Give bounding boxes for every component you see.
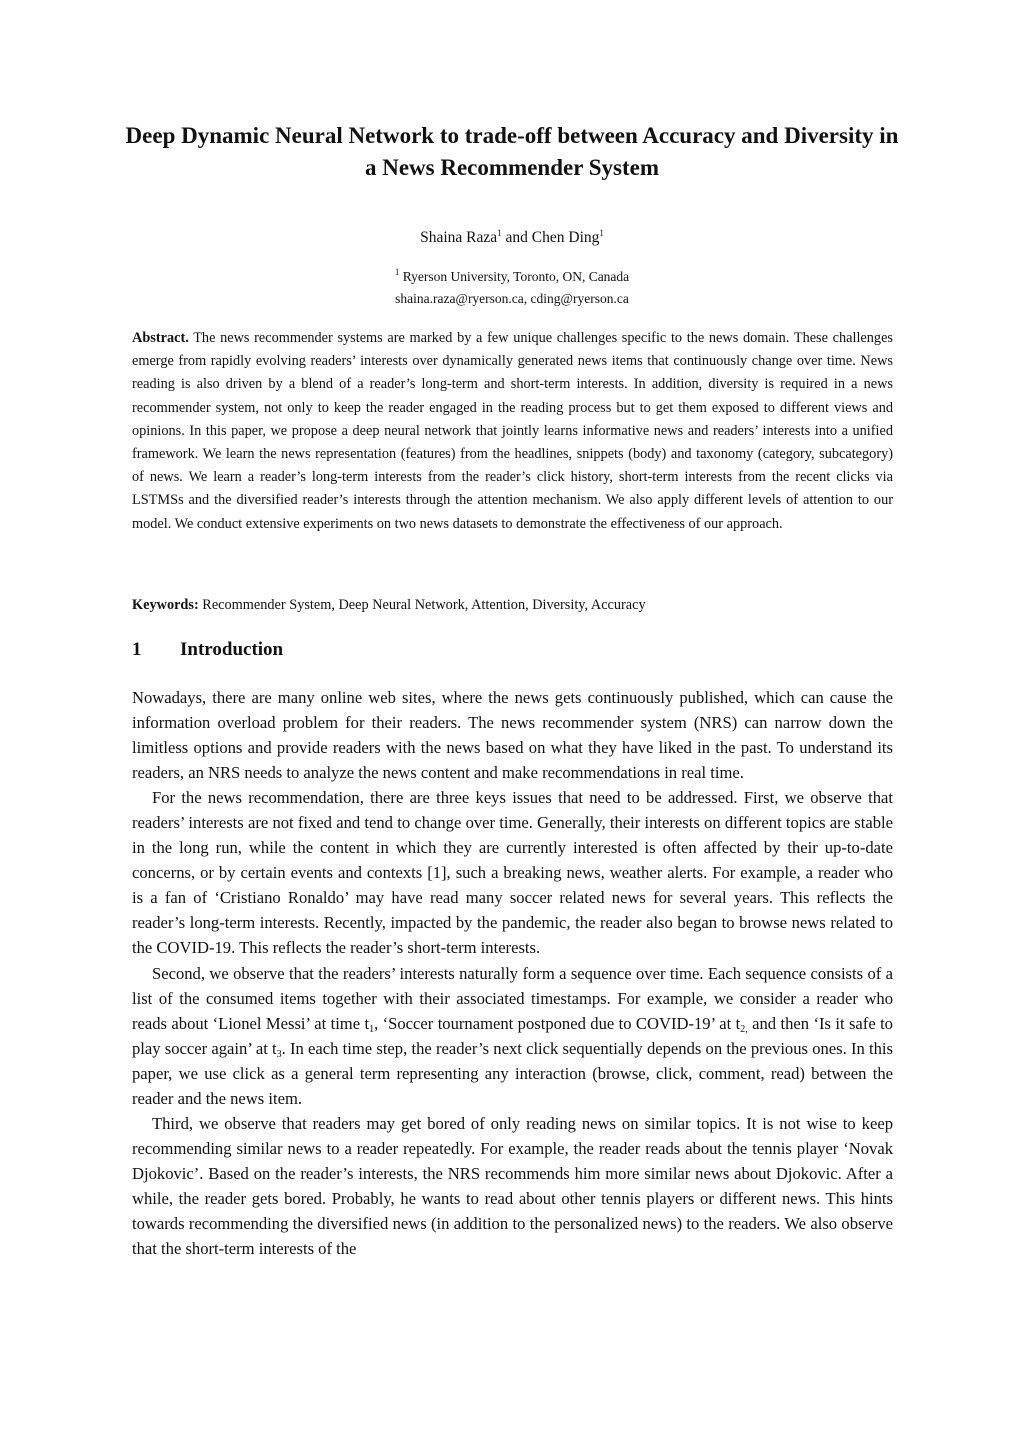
- section-title: Introduction: [180, 639, 284, 660]
- section-number: 1: [132, 639, 142, 660]
- time-subscript: 2,: [740, 1023, 748, 1035]
- affiliation-institution-line: [0, 266, 1024, 288]
- author-name: Chen Ding: [531, 229, 600, 246]
- paragraph: For the news recommendation, there are three keys issues that need to be addressed. First, we observe that readers’ interests are not fixed and tend to change over time. Generally, their interests on different topics are stable in the long run, while the content in which they are currently interested is often affected by their up-to-date concerns, or by certain events and contexts [1], such a breaking news, weather alerts. For example, a reader who is a fan of ‘Cristiano Ronaldo’ may have read many soccer related news for several years. This reflects the reader’s long-term interests. Recently, impacted by the pandemic, the reader also began to browse news related to the COVID-19. This reflects the reader’s short-term interests.: [132, 788, 893, 958]
- affiliation-marker: 1: [599, 228, 604, 238]
- affiliation-emails: shaina.raza@ryerson.ca, cding@ryerson.ca: [395, 291, 629, 306]
- paragraph: Nowadays, there are many online web sites, where the news gets continuously published, which can cause the information overload problem for their readers. The news recommender system (NRS) can narrow down the limitless options and provide readers with the news based on what they have liked in the past. To understand its readers, an NRS needs to analyze the news content and make recommendations in real time.: [132, 688, 893, 783]
- paragraph-text: . In each time step, the reader’s next click sequentially depends on the previous ones. In this paper, we use click as a general term representing any interaction (browse, click, comment, read) between the reader and the news item.: [132, 1038, 893, 1108]
- affiliation-marker: 1: [497, 228, 502, 238]
- time-subscript: 1: [369, 1023, 375, 1035]
- section-heading-introduction: [132, 637, 283, 663]
- keywords: [132, 594, 893, 617]
- author-conjunction: and: [501, 229, 532, 246]
- abstract: [132, 327, 893, 536]
- paragraph: [132, 961, 893, 1111]
- section-body: [132, 685, 893, 1261]
- affiliation-marker: 1: [394, 267, 400, 277]
- abstract-text: The news recommender systems are marked by a few unique challenges specific to the news domain. These challenges emerge from rapidly evolving readers’ interests over dynamically generated news items that continuously change over time. News reading is also driven by a blend of a reader’s long-term and short-term interests. In addition, diversity is required in a news recommender system, not only to keep the reader engaged in the reading process but to get them exposed to different views and opinions. In this paper, we propose a deep neural network that jointly learns informative news and readers’ interests into a unified framework. We learn the news representation (features) from the headlines, snippets (body) and taxonomy (category, subcategory) of news. We learn a reader’s long-term interests from the reader’s click history, short-term interests from the recent clicks via LSTMSs and the diversified reader’s interests through the attention mechanism. We also apply different levels of attention to our model. We conduct extensive experiments on two news datasets to demonstrate the effectiveness of our approach.: [132, 330, 893, 532]
- affiliation-block: [0, 266, 1024, 310]
- paragraph-text: , ‘Soccer tournament postponed due to COVID-19’ at t: [374, 1013, 741, 1033]
- paragraph-text: Second, we observe that the readers’ interests naturally form a sequence over time. Each sequence consists of a list of the consumed items together with their associated timestamps. For example, we consider a reader who reads about ‘Lionel Messi’ at time t: [132, 963, 893, 1033]
- paragraph: Third, we observe that readers may get bored of only reading news on similar topics. It is not wise to keep recommending similar news to a reader repeatedly. For example, the reader reads about the tennis player ‘Novak Djokovic’. Based on the reader’s interests, the NRS recommends him more similar news about Djokovic. After a while, the reader gets bored. Probably, he wants to read about other tennis players or different news. This hints towards recommending the diversified news (in addition to the personalized news) to the readers. We also observe that the short-term interests of the: [132, 1113, 893, 1259]
- abstract-label: Abstract.: [132, 330, 189, 346]
- keywords-label: Keywords:: [132, 597, 199, 613]
- author-line: [0, 227, 1024, 249]
- keywords-text: Recommender System, Deep Neural Network, Attention, Diversity, Accuracy: [202, 597, 646, 613]
- time-subscript: 3: [276, 1048, 282, 1060]
- paragraph-text: and then ‘Is it safe to play soccer again’ at t: [132, 1013, 893, 1058]
- author-name: Shaina Raza: [420, 229, 498, 246]
- affiliation-institution: Ryerson University, Toronto, ON, Canada: [402, 269, 630, 284]
- paper-title: Deep Dynamic Neural Network to trade-off between Accuracy and Diversity in a News Recommender System: [125, 123, 899, 180]
